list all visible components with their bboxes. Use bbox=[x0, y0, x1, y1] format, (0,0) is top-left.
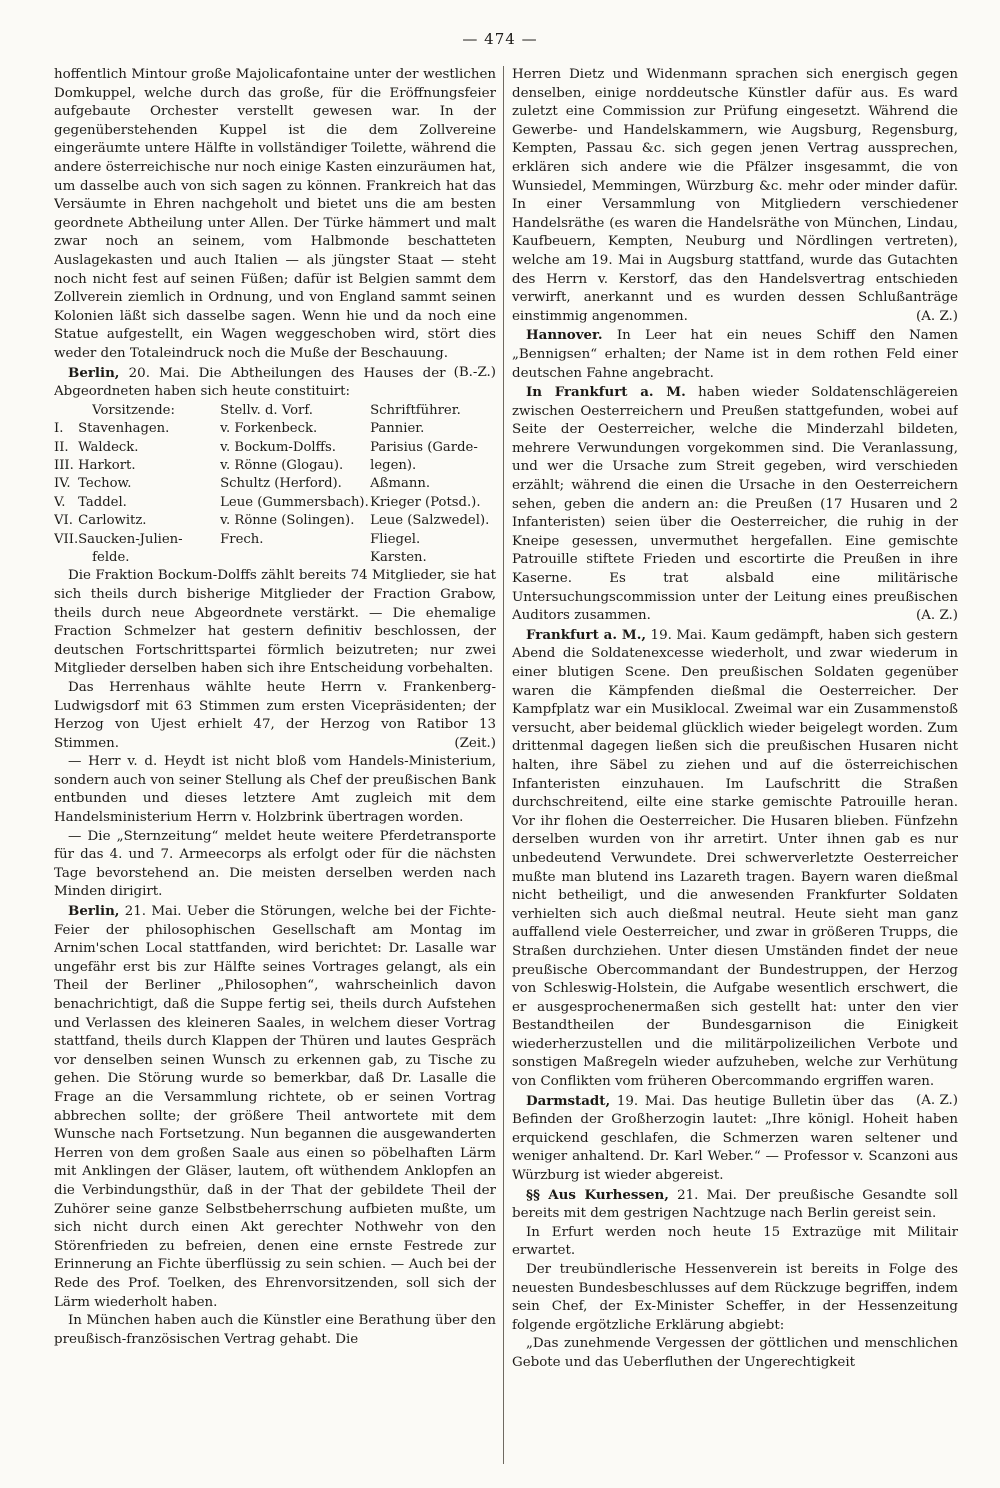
paragraph-text: Die Abtheilungen des Hauses der Abgeordneten haben sich heute constituirt: bbox=[54, 365, 446, 400]
table-cell: Carlowitz. bbox=[78, 513, 147, 529]
article-darmstadt bbox=[512, 1092, 958, 1186]
table-row bbox=[54, 439, 496, 457]
table-row bbox=[54, 457, 496, 475]
dateline-date: 19. Mai. bbox=[650, 627, 707, 643]
article-paragraph: — Die „Sternzeitung“ meldet heute weitere Pferdetransporte für das 4. und 7. Armeecorps als erfolgt oder für die nächsten Tage bevorstehend an. Die meisten derselben werden nach Minden dirigirt. bbox=[54, 828, 496, 900]
table-header-row bbox=[54, 402, 496, 420]
dateline-date: 20. Mai. bbox=[128, 365, 190, 381]
dateline-date: 21. Mai. bbox=[124, 904, 182, 920]
dateline-place: Frankfurt a. M., bbox=[526, 626, 647, 643]
paragraph-text: Herren Dietz und Widenmann sprachen sich energisch gegen denselben, einige norddeutsche Künstler dafür aus. Es ward zuletzt eine Commission zur Prüfung eingesetzt. Während die Gewerbe- und Handelskammern, wie Augsburg, Regensburg, Kempten, Passau &c. sich gegen jenen Vertrag aussprechen, erklären sich andere wie die Pfälzer insgesammt, die von Wunsiedel, Memmingen, Würzburg &c. mehr oder minder dafür. In einer Versammlung von Mitgliedern verschiedener Handelsräthe (es waren die Handelsräthe von München, Lindau, Kaufbeuern, Kempten, Neuburg und Nördlingen vertreten), welche am 19. Mai in Augsburg stattfand, wurde das Gutachten des Herrn v. Kerstorf, das den Handelsvertrag entschieden verwirft, anerkannt und es wurden dessen Schlußanträge einstimmig angenommen. bbox=[512, 67, 958, 324]
table-cell: v. Bockum-Dolffs. bbox=[220, 439, 336, 455]
table-cell: Karsten. bbox=[370, 549, 427, 565]
officers-table bbox=[54, 402, 496, 568]
table-cell: Schultz (Herford). bbox=[220, 476, 342, 492]
header-cell: Stellv. d. Vorf. bbox=[220, 402, 313, 418]
table-cell: III. bbox=[54, 457, 74, 473]
dateline-place: Berlin, bbox=[68, 903, 120, 920]
table-row bbox=[54, 420, 496, 438]
article-paragraph: — Herr v. d. Heydt ist nicht bloß vom Handels-Ministerium, sondern auch von seiner Stellung als Chef der preußischen Bank entbunden und dieses letztere Amt zugleich mit dem Handelsministerium Herrn v. Holzbrink übertragen worden. bbox=[54, 754, 496, 826]
table-cell: Fliegel. bbox=[370, 531, 421, 547]
table-row bbox=[54, 512, 496, 530]
table-cell: V. bbox=[54, 494, 66, 510]
table-cell: Krieger (Potsd.). bbox=[370, 494, 481, 510]
table-cell: Harkort. bbox=[78, 457, 136, 473]
table-cell: VII. bbox=[54, 531, 79, 547]
page-number: — 474 — bbox=[462, 30, 538, 48]
dateline-place: Hannover. bbox=[526, 327, 603, 344]
table-cell: Aßmann. bbox=[370, 476, 431, 492]
paragraph-text: hoffentlich Mintour große Majolicafontaine unter der westlichen Domkuppel, welche durch das große, für die Eröffnungsfeier aufgebaute Orchester verstellt gewesen war. In der gegenüberstehenden Kuppel ist die dem Zollvereine eingeräumte untere Hälfte in vollständiger Toilette, während die andere österreichische nur noch einige Kasten einzuräumen hat, um dasselbe auch von sich sagen zu können. Frankreich hat das Versäumte in Ehren nachgeholt und bietet uns die am besten geordnete Abtheilung unter Allen. Der Türke hämmert und malt zwar noch an seinem, vom Halbmonde beschatteten Auslagekasten und auch Italien — als jüngster Staat — steht noch nicht fest auf seinen Füßen; dafür ist Belgien sammt dem Zollverein ziemlich in Ordnung, und von England sammt seinen Kolonien läßt sich dasselbe sagen. Wenn hie und da noch eine Statue aufgestellt, ein Wagen weggeschoben wird, stört dies weder den Totaleindruck noch die Muße der Beschauung. bbox=[54, 67, 496, 361]
table-cell bbox=[54, 549, 78, 567]
paragraph-text: Der preußische Gesandte soll bereits mit dem gestrigen Nachtzuge nach Berlin gereist sein. bbox=[512, 1187, 958, 1222]
paragraph-text: In Leer hat ein neues Schiff den Namen „Bennigsen“ erhalten; der Name ist in dem rothen Feld einer deutschen Fahne angebracht. bbox=[512, 328, 958, 381]
source-attribution: (Zeit.) bbox=[454, 735, 496, 751]
table-cell: v. Forkenbeck. bbox=[220, 421, 318, 437]
dateline-date: 21. Mai. bbox=[677, 1187, 737, 1203]
table-cell: Leue (Gummersbach). bbox=[220, 494, 369, 510]
paragraph-text: haben wieder Soldatenschlägereien zwischen Oesterreichern und Preußen stattgefunden, wobei auf Seite der Oesterreicher, welche die Minderzahl bildeten, mehrere Verwundungen vorgekommen sind. Die Veranlassung, und wer die Ursache zum Streit gegeben, wird verschieden erzählt; während die einen die Ursache in den Oesterreichern sehen, geben die andern an: die Preußen (17 Husaren und 2 Infanteristen) seien über die Oesterreicher, die ruhig in der Kneipe gesessen, unvermuthet hergefallen. Eine gemischte Patrouille stiftete Frieden und escortirte die Preußen in ihre Kaserne. Es trat alsbald eine militärische Untersuchungscommission unter der Leitung eines preußischen Auditors zusammen. bbox=[512, 385, 958, 624]
source-attribution: (B.-Z.) bbox=[453, 364, 496, 380]
source-attribution: (A. Z.) bbox=[916, 308, 958, 324]
header-cell: Schriftführer. bbox=[370, 402, 461, 418]
paragraph-text: Das Herrenhaus wählte heute Herrn v. Frankenberg-Ludwigsdorf mit 63 Stimmen zum ersten Vicepräsidenten; der Herzog von Ujest erhielt 47, der Herzog von Ratibor 13 Stimmen. bbox=[54, 679, 496, 751]
table-cell: felde. bbox=[92, 549, 130, 565]
table-row bbox=[54, 531, 496, 549]
table-cell: Techow. bbox=[78, 476, 132, 492]
table-row bbox=[54, 549, 496, 567]
table-cell: v. Rönne (Solingen). bbox=[220, 513, 355, 529]
quoted-declaration: „Das zunehmende Vergessen der göttlichen und menschlichen Gebote und das Ueberfluthen der Ungerechtigkeit bbox=[512, 1336, 958, 1370]
table-cell: I. bbox=[54, 421, 64, 437]
table-row bbox=[54, 475, 496, 493]
table-cell: Leue (Salzwedel). bbox=[370, 513, 490, 529]
left-column bbox=[54, 66, 496, 1466]
dateline-date: 19. Mai. bbox=[616, 1093, 676, 1109]
table-cell: II. bbox=[54, 439, 69, 455]
paragraph-text: Kaum gedämpft, haben sich gestern Abend die Soldatenexcesse wiederholt, und zwar wiederum in einer blutigen Scene. Den preußischen Soldaten gegenüber waren die Kämpfenden dießmal die Oesterreicher. Der Kampfplatz war ein Musiklocal. Zweimal war ein Zusammenstoß versucht, aber beidemal glücklich wieder beigelegt worden. Zum drittenmal dagegen ließen sich die preußischen Husaren nicht halten, ihre Säbel zu ziehen und auf die österreichischen Infanteristen einzuhauen. Im Laufschritt die Straßen durchschreitend, eilte eine starke gemischte Patrouille heran. Vor ihr flohen die Oesterreicher. Die Husaren blieben. Fünfzehn derselben wurden von ihr arretirt. Unter ihnen gab es nur unbedeutend Verwundete. Drei schwerverletzte Oesterreicher mußte man blutend ins Lazareth tragen. Bayern waren dießmal nicht betheiligt, und die anwesenden Frankfurter Soldaten verhielten sich auch dießmal neutral. Heute sieht man ganz auffallend viele Oesterreicher, und zwar in größeren Trupps, die Straßen durchziehen. Unter diesen Umständen findet der neue preußische Obercommandant der Bundestruppen, der Herzog von Schleswig-Holstein, die Aufgabe wesentlich erschwert, die er ausgesprochenermaßen sich gestellt hat: unter den vier Bestandtheilen der Bundesgarnison die Einigkeit wiederherzustellen und die militärpolizeilichen Verbote und sonstigen Maßregeln wieder aufzuheben, welche zur Verhütung von Conflikten vom früheren Obercommando ergriffen waren. bbox=[512, 627, 958, 1090]
section-mark: §§ bbox=[526, 1186, 541, 1203]
article-paragraph: Der treubündlerische Hessenverein ist bereits in Folge des neuesten Bundesbeschlusses auf dem Rückzuge begriffen, indem sein Chef, der Ex-Minister Scheffer, in der Hessenzeitung folgende ergötzliche Erklärung abgiebt: bbox=[512, 1262, 958, 1333]
column-divider bbox=[503, 66, 504, 1464]
article-paragraph: In München haben auch die Künstler eine Berathung über den preußisch-französischen Vertrag gehabt. Die bbox=[54, 1313, 496, 1347]
table-cell: VI. bbox=[54, 513, 73, 529]
dateline-place: In Frankfurt a. M. bbox=[526, 384, 686, 401]
article-paragraph: In Erfurt werden noch heute 15 Extrazüge mit Militair erwartet. bbox=[512, 1224, 958, 1259]
source-attribution: (A. Z.) bbox=[916, 608, 958, 624]
table-cell: Pannier. bbox=[370, 421, 425, 437]
table-cell: Saucken-Julien- bbox=[78, 531, 183, 547]
table-cell: Waldeck. bbox=[78, 439, 139, 455]
article-berlin-20 bbox=[54, 364, 496, 402]
article-paragraph: Die Fraktion Bockum-Dolffs zählt bereits 74 Mitglieder, sie hat sich theils durch bisherige Mitglieder der Fraction Grabow, theils durch neue Abgeordnete verstärkt. — Die ehemalige Fraction Schmelzer hat gestern definitiv beschlossen, der deutschen Fortschrittspartei förmlich beizutreten; nur zwei Mitglieder derselben haben sich ihre Entscheidung vorbehalten. bbox=[54, 568, 496, 677]
article-frankfurt-1 bbox=[512, 383, 958, 626]
dateline-place: Berlin, bbox=[68, 364, 120, 381]
paragraph-text: Das heutige Bulletin über das Befinden der Großherzogin lautet: „Ihre königl. Hoheit haben erquickend geschlafen, die Schmerzen waren seltener und weniger anhaltend. Dr. Karl Weber.“ — Professor v. Scanzoni aus Würzburg ist wieder abgereist. bbox=[512, 1093, 958, 1184]
table-row bbox=[54, 494, 496, 512]
table-cell: Taddel. bbox=[78, 494, 127, 510]
table-cell: Parisius (Garde- bbox=[370, 439, 478, 455]
table-cell: v. Rönne (Glogau). bbox=[220, 457, 344, 473]
table-cell: legen). bbox=[370, 457, 417, 473]
table-cell bbox=[220, 549, 370, 567]
dateline-place: Darmstadt, bbox=[526, 1092, 611, 1109]
table-cell: Frech. bbox=[220, 531, 264, 547]
article-berlin-21 bbox=[54, 902, 496, 1312]
article-hannover bbox=[512, 326, 958, 383]
source-attribution: (A. Z.) bbox=[916, 1092, 958, 1108]
article-kurhessen bbox=[512, 1186, 958, 1224]
paragraph-text: Ueber die Störungen, welche bei der Fichte-Feier der philosophischen Gesellschaft am Montag im Arnim'schen Local stattfanden, wird berichtet: Dr. Lasalle war ungefähr erst bis zur Hälfte seines Vortrages gelangt, als ein Theil der Berliner „Philosophen“, wahrscheinlich davon benachrichtigt, daß die Suppe fertig sei, theils durch Aufstehen und Verlassen des kleineren Saales, in welchem dieser Vortrag stattfand, theils durch Klappen der Thüren und lautes Gespräch vor denselben seinen Wunsch zu erkennen gab, zu Tische zu gehen. Die Störung wurde so bemerkbar, daß Dr. Lasalle die Frage an die Versammlung richtete, ob er seinen Vortrag abbrechen sollte; der größere Theil antwortete mit dem Wunsche nach Fortsetzung. Nun begannen die ausgewanderten Herren von dem großen Saale aus einen so pöbelhaften Lärm mit Anklingen der Gläser, lautem, oft wüthendem Anklopfen an die Verbindungsthür, daß in der That der gebildete Theil der Zuhörer seine ganze Selbstbeherrschung aufbieten mußte, um sich nicht durch einen Akt gerechter Nothwehr von den Störenfrieden zu befreien, denen eine ernste Festrede zur Erinnerung an Fichte überflüssig zu sein schien. — Auch bei der Rede des Prof. Toelken, des Ehrenvorsitzenden, soll sich der Lärm wiederholt haben. bbox=[54, 904, 496, 1310]
table-cell: IV. bbox=[54, 476, 71, 492]
article-paragraph bbox=[54, 679, 496, 753]
header-cell: Vorsitzende: bbox=[92, 402, 175, 418]
table-cell: Stavenhagen. bbox=[78, 421, 170, 437]
right-column bbox=[512, 66, 958, 1466]
article-paragraph bbox=[512, 66, 958, 326]
dateline-place: Aus Kurhessen, bbox=[548, 1186, 669, 1203]
